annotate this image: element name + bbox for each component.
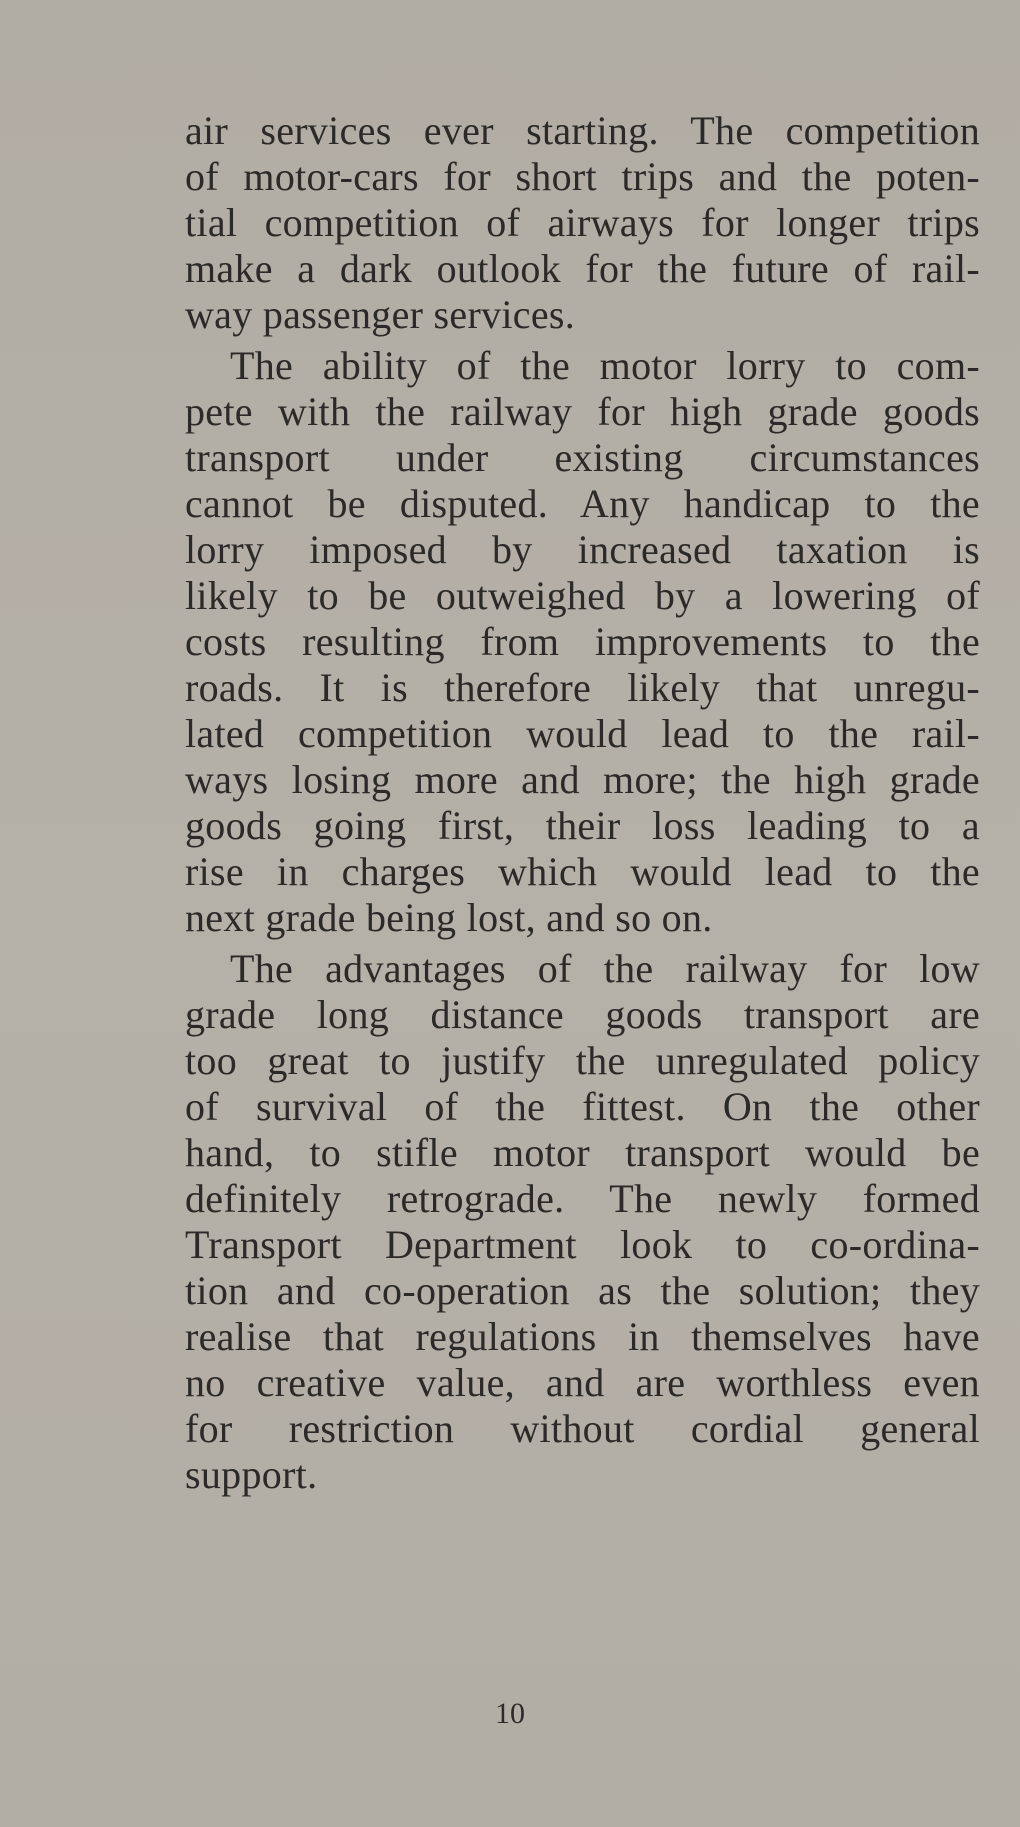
text-line: hand, to stifle motor transport would be [185, 1130, 980, 1175]
text-line: transport under existing circumstances [185, 435, 980, 480]
text-line: cannot be disputed. Any handicap to the [185, 481, 980, 526]
text-line: next grade being lost, and so on. [185, 895, 713, 940]
text-line: pete with the railway for high grade goods [185, 389, 980, 434]
text-line: support. [185, 1452, 318, 1497]
body-text [185, 108, 980, 1503]
text-line: of survival of the fittest. On the other [185, 1084, 980, 1129]
text-line: ways losing more and more; the high grade [185, 757, 980, 802]
text-line: costs resulting from improvements to the [185, 619, 980, 664]
text-line: no creative value, and are worthless even [185, 1360, 980, 1405]
paragraph-3 [185, 946, 980, 1498]
page-number: 10 [495, 1697, 525, 1730]
paragraph-1 [185, 108, 980, 338]
text-line: grade long distance goods transport are [185, 992, 980, 1037]
text-line: of motor-cars for short trips and the poten- [185, 154, 980, 199]
text-line: The ability of the motor lorry to com- [230, 343, 980, 388]
text-line: goods going first, their loss leading to a [185, 803, 980, 848]
text-line: definitely retrograde. The newly formed [185, 1176, 980, 1221]
text-line: tion and co-operation as the solution; they [185, 1268, 980, 1313]
text-line: tial competition of airways for longer trips [185, 200, 980, 245]
text-line: realise that regulations in themselves have [185, 1314, 980, 1359]
text-line: for restriction without cordial general [185, 1406, 980, 1451]
text-line: way passenger services. [185, 292, 576, 337]
text-line: roads. It is therefore likely that unregu- [185, 665, 980, 710]
text-line: lorry imposed by increased taxation is [185, 527, 980, 572]
text-line: likely to be outweighed by a lowering of [185, 573, 980, 618]
text-line: Transport Department look to co-ordina- [185, 1222, 980, 1267]
text-line: The advantages of the railway for low [230, 946, 980, 991]
text-line: rise in charges which would lead to the [185, 849, 980, 894]
text-line: too great to justify the unregulated policy [185, 1038, 980, 1083]
paragraph-2 [185, 343, 980, 941]
text-line: make a dark outlook for the future of rail- [185, 246, 980, 291]
text-line: air services ever starting. The competition [185, 108, 980, 153]
text-line: lated competition would lead to the rail- [185, 711, 980, 756]
